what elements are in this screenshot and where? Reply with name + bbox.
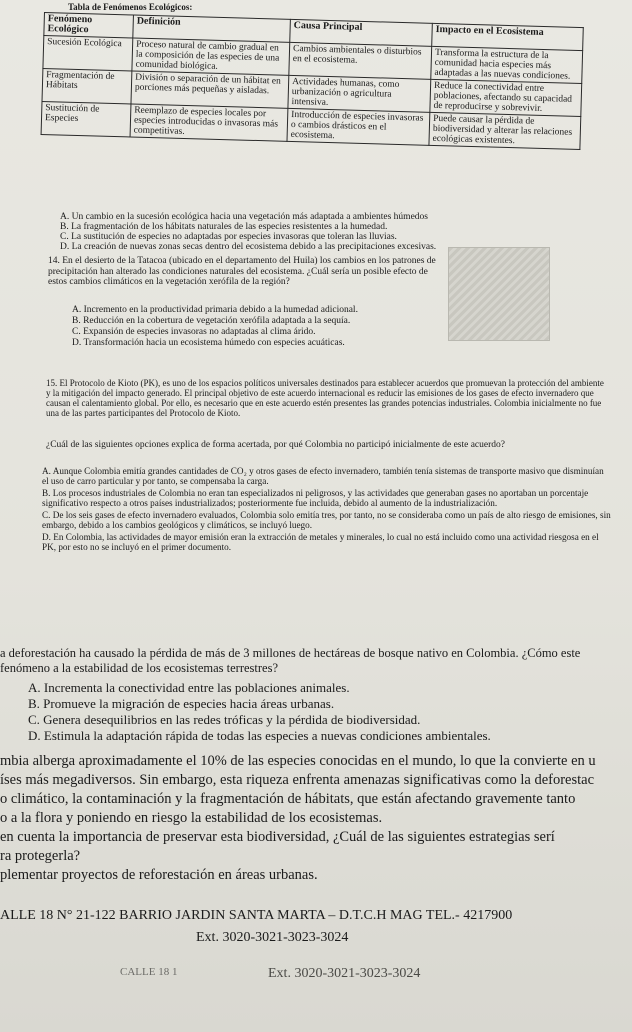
q14-option-c[interactable]: C. Expansión de especies invasoras no adaptadas al clima árido. xyxy=(72,327,316,337)
q16-option-a[interactable]: A. Incrementa la conectividad entre las poblaciones animales. xyxy=(28,680,350,695)
q13-option-d[interactable]: D. La creación de nuevas zonas secas dentro del ecosistema debido a las precipitaciones excesivas. xyxy=(60,242,437,252)
bleed-ext: Ext. 3020-3021-3023-3024 xyxy=(268,966,421,981)
q14-options xyxy=(72,305,442,349)
footer-address: ALLE 18 N° 21-122 BARRIO JARDIN SANTA MARTA – D.T.C.H MAG TEL.- 4217900 xyxy=(0,908,513,923)
q15-options xyxy=(42,466,612,552)
q17-line: íses más megadiversos. Sin embargo, esta riqueza enfrenta amenazas significativas como la deforestac xyxy=(0,772,595,788)
header-phenomenon: Fenómeno Ecológico xyxy=(44,13,134,38)
table-cell: Puede causar la pérdida de biodiversidad y alterar las relaciones ecológicas existentes. xyxy=(429,112,581,149)
q16-option-d[interactable]: D. Estimula la adaptación rápida de todas las especies a nuevas condiciones ambientales. xyxy=(28,728,491,743)
q16-option-c[interactable]: C. Genera desequilibrios en las redes tróficas y la pérdida de biodiversidad. xyxy=(28,712,421,727)
q15-stem: 15. El Protocolo de Kioto (PK), es uno de los espacios políticos universales destinados para establecer acuerdos que promuevan la protección del ambiente y la mitigación del impacto generado. El principal objetivo de este acuerdo internacional es reducir las emisiones de los gases de efecto invernadero que causan el calentamiento global. Por ello, es necesario que en este acuerdo estén presentes las grandes potencias industriales. Colombia inicialmente no fue una de las partes participantes del Protocolo de Kioto. xyxy=(46,378,604,418)
q17-line: o climático, la contaminación y la fragmentación de hábitats, que están afectando gravemente tanto xyxy=(0,791,576,807)
table-cell: División o separación de un hábitat en porciones más pequeñas y aisladas. xyxy=(131,71,289,108)
q17-option-a[interactable]: plementar proyectos de reforestación en áreas urbanas. xyxy=(0,867,318,883)
q13-options xyxy=(60,212,530,252)
bleed-address: CALLE 18 1 xyxy=(120,966,178,978)
q14-option-a[interactable]: A. Incremento en la productividad primaria debido a la humedad adicional. xyxy=(72,305,358,315)
q17-line: o a la flora y poniendo en riesgo la estabilidad de los ecosistemas. xyxy=(0,810,383,826)
q16-option-b[interactable]: B. Promueve la migración de especies hacia áreas urbanas. xyxy=(28,696,335,711)
q17-line: en cuenta la importancia de preservar esta biodiversidad, ¿Cuál de las siguientes estrategias serí xyxy=(0,829,555,845)
q15-option-b[interactable]: B. Los procesos industriales de Colombia no eran tan especializados ni peligrosos, y las actividades que generaban gases no aportaban un porcentaje significativo respecto a otros países industrializados; posteriormente fue incluida, debido al aumento de la industrialización. xyxy=(42,488,589,508)
table-cell: Proceso natural de cambio gradual en la composición de las especies de una comunidad biológica. xyxy=(132,38,290,75)
header-definition: Definición xyxy=(133,15,291,42)
table-cell: Fragmentación de Hábitats xyxy=(42,68,132,103)
table-cell: Sucesión Ecológica xyxy=(43,36,133,71)
table-cell: Transforma la estructura de la comunidad hacia especies más adaptadas a las nuevas condiciones. xyxy=(431,46,583,83)
q13-option-c[interactable]: C. La sustitución de especies no adaptadas por especies invasoras que toleran las lluvias. xyxy=(60,232,397,242)
table-cell: Introducción de especies invasoras o cambios drásticos en el ecosistema. xyxy=(287,108,430,145)
q14-option-b[interactable]: B. Reducción en la cobertura de vegetación xerófila adaptada a la sequía. xyxy=(72,316,351,326)
q13-option-a[interactable]: A. Un cambio en la sucesión ecológica hacia una vegetación más adaptada a ambientes húmedos xyxy=(60,212,428,222)
q17-line: mbia alberga aproximadamente el 10% de las especies conocidas en el mundo, lo que la convierte en u xyxy=(0,753,596,769)
q16-options xyxy=(28,680,628,744)
footer-ext: Ext. 3020-3021-3023-3024 xyxy=(196,930,349,945)
q15-question: ¿Cuál de las siguientes opciones explica de forma acertada, por qué Colombia no participó inicialmente de este acuerdo? xyxy=(46,440,505,450)
phenomena-table xyxy=(41,12,584,150)
header-impact: Impacto en el Ecosistema xyxy=(432,23,584,50)
q15-option-d[interactable]: D. En Colombia, las actividades de mayor emisión eran la extracción de metales y minerales, lo cual no está incluido como una actividad riesgosa en el PK, por esto no se incluyó en el primer documento. xyxy=(42,532,599,552)
tatacoa-photo xyxy=(448,247,550,341)
q16-stem: a deforestación ha causado la pérdida de más de 3 millones de hectáreas de bosque nativo en Colombia. ¿Cómo este fenómeno a la estabilidad de los ecosistemas terrestres? xyxy=(0,646,581,675)
q13-option-b[interactable]: B. La fragmentación de los hábitats naturales de las especies resistentes a la humedad. xyxy=(60,222,388,232)
table-cell: Reemplazo de especies locales por especies introducidas o invasoras más competitivas. xyxy=(130,104,288,141)
q15-option-c[interactable]: C. De los seis gases de efecto invernadero evaluados, Colombia solo emitía tres, por tanto, no se consideraba como un país de alto riesgo de emisiones, sin embargo, debido a los cambios geológicos y climáticos, se incluyó luego. xyxy=(42,510,611,530)
q15-option-a[interactable]: A. Aunque Colombia emitía grandes cantidades de CO₂ y otros gases de efecto invernadero, también tenía sistemas de transporte masivo que disminuían el uso de carro particular y por tanto, se compensaba la carga. xyxy=(42,466,604,486)
table-cell: Sustitución de Especies xyxy=(41,101,131,136)
q14-option-d[interactable]: D. Transformación hacia un ecosistema húmedo con especies acuáticas. xyxy=(72,338,345,348)
table-cell: Actividades humanas, como urbanización o agricultura intensiva. xyxy=(288,75,431,112)
table-caption: Tabla de Fenómenos Ecológicos: xyxy=(68,2,193,12)
q14-stem: 14. En el desierto de la Tatacoa (ubicado en el departamento del Huila) los cambios en los patrones de precipitación han alterado las condiciones naturales del ecosistema. ¿Cuál sería un posible efecto de estos cambios climáticos en la vegetación xerófila de la región? xyxy=(48,256,436,287)
table-cell: Cambios ambientales o disturbios en el ecosistema. xyxy=(289,42,432,79)
q17-block xyxy=(0,752,632,885)
table-cell: Reduce la conectividad entre poblaciones, afectando su capacidad de reproducirse y sobrevivir. xyxy=(430,79,582,116)
header-cause: Causa Principal xyxy=(290,19,433,46)
q17-line: ra protegerla? xyxy=(0,848,81,864)
